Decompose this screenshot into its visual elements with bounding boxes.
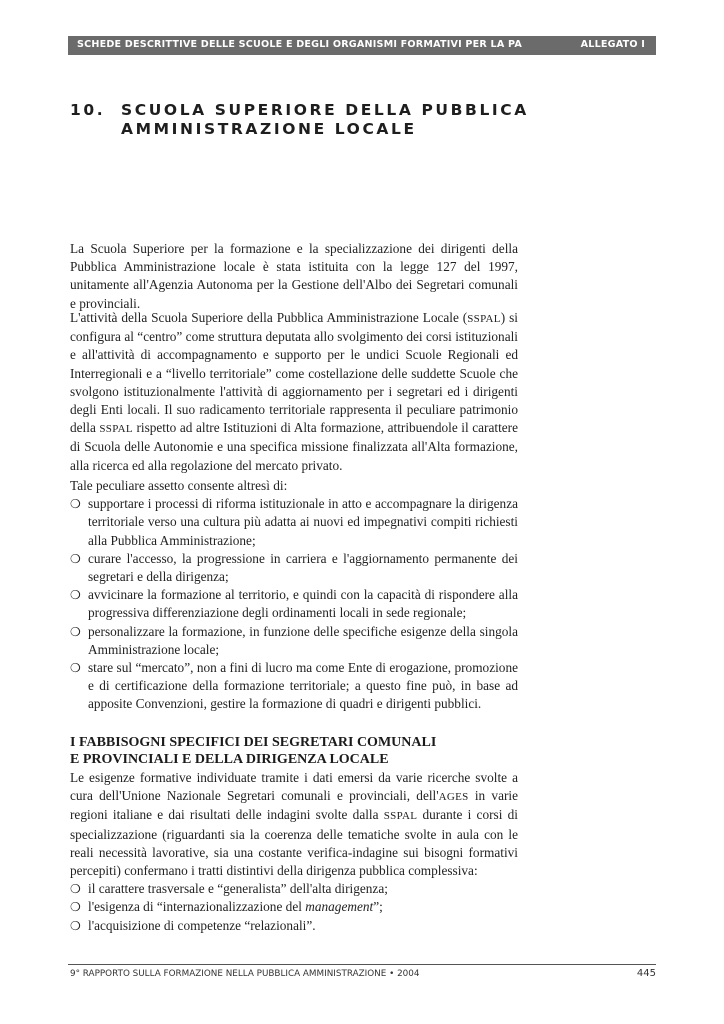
- list-item: [70, 495, 518, 550]
- sspal-acronym: SSPAL: [467, 313, 501, 325]
- list-item-text: stare sul “mercato”, non a fini di lucro ma come Ente di erogazione, promozione e di certificazione della formazione territoriale; a questo fine può, in base ad apposite Convenzioni, gestire la formazione di quadri e dirigenti pubblici.: [88, 660, 518, 712]
- circle-bullet-icon: ❍: [70, 551, 81, 566]
- running-header: [68, 36, 656, 55]
- management-term: management: [305, 899, 374, 915]
- sspal-acronym: SSPAL: [99, 423, 133, 436]
- circle-bullet-icon: ❍: [70, 497, 81, 512]
- paragraph-text: in varie regioni italiane e dai risultati delle indagini svolte dalla: [70, 788, 518, 823]
- section-heading-line-1: I FABBISOGNI SPECIFICI DEI SEGRETARI COMUNALI: [70, 735, 437, 750]
- circle-bullet-icon: ❍: [70, 918, 81, 933]
- paragraph-text: ) si configura al “centro” come struttura deputata allo svolgimento dei corsi istituzionali e all'attività di accompagnamento e supporto per le undici Scuole Regionali ed Interregionali e a “livello territoriale” come costellazione delle suddette Scuole che svolgono istituzionalmente l'attività di aggiornamento per i segretari ed i dirigenti degli Enti locali. Il suo radicamento territoriale rappresenta il peculiare patrimonio della: [70, 310, 518, 436]
- list-item: [70, 880, 518, 898]
- running-header-annex: ALLEGATO I: [580, 39, 645, 50]
- sspal-acronym: SSPAL: [383, 810, 418, 823]
- circle-bullet-icon: ❍: [70, 661, 81, 676]
- sspal-activity-paragraph: [70, 309, 518, 475]
- circle-bullet-icon: ❍: [70, 900, 81, 915]
- ages-acronym: AGES: [438, 791, 469, 804]
- page-number: 445: [636, 968, 656, 979]
- paragraph-text: Le esigenze formative individuate tramite i dati emersi da varie ricerche svolte a cura dell'Unione Nazionale Segretari comunali e provinciali, dell': [70, 770, 518, 804]
- list-item-text: ”;: [373, 899, 383, 915]
- chapter-title-line-2: AMMINISTRAZIONE LOCALE: [121, 120, 417, 138]
- list-item: [70, 550, 518, 586]
- section-heading: [70, 734, 510, 768]
- needs-paragraph: [70, 769, 518, 880]
- list-item: [70, 659, 518, 714]
- chapter-title-line-1: SCUOLA SUPERIORE DELLA PUBBLICA: [121, 101, 529, 119]
- list-item: [70, 586, 518, 622]
- needs-block: [70, 769, 518, 935]
- list-item-text: l'esigenza di “internazionalizzazione del: [88, 899, 306, 915]
- footer-divider: [68, 964, 656, 965]
- list-item-text: l'acquisizione di competenze “relazionali”.: [88, 917, 316, 933]
- capabilities-list: [70, 495, 518, 713]
- list-item: [70, 917, 518, 935]
- paragraph-text: L'attività della Scuola Superiore della Pubblica Amministrazione Locale (: [70, 310, 468, 325]
- list-item: [70, 623, 518, 659]
- needs-list: [70, 880, 518, 935]
- circle-bullet-icon: ❍: [70, 624, 81, 639]
- list-item-text: curare l'accesso, la progressione in carriera e l'aggiornamento permanente dei segretari e della dirigenza;: [88, 550, 518, 585]
- capabilities-intro: Tale peculiare assetto consente altresì di:: [70, 478, 288, 493]
- list-item-text: supportare i processi di riforma istituzionale in atto e accompagnare la dirigenza territoriale verso una cultura più adatta ai nuovi ed impegnativi compiti richiesti alla Pubblica Amministrazione;: [88, 496, 518, 548]
- running-header-title: SCHEDE DESCRITTIVE DELLE SCUOLE E DEGLI ORGANISMI FORMATIVI PER LA PA: [77, 39, 523, 50]
- intro-paragraph: La Scuola Superiore per la formazione e la specializzazione dei dirigenti della Pubblica Amministrazione locale è stata istituita con la legge 127 del 1997, unitamente all'Agenzia Autonoma per la Gestione dell'Albo dei Segretari comunali e provinciali.: [70, 241, 518, 311]
- list-item-text: il carattere trasversale e “generalista” dell'alta dirigenza;: [88, 881, 388, 897]
- list-item: [70, 898, 518, 916]
- footer-report-title: 9° RAPPORTO SULLA FORMAZIONE NELLA PUBBLICA AMMINISTRAZIONE • 2004: [70, 969, 420, 979]
- list-item-text: personalizzare la formazione, in funzione delle specifiche esigenze della singola Amministrazione locale;: [88, 623, 518, 657]
- chapter-title-text: [121, 101, 529, 139]
- chapter-number: 10.: [70, 101, 106, 119]
- capabilities-block: [70, 477, 518, 714]
- section-heading-line-2: E PROVINCIALI E DELLA DIRIGENZA LOCALE: [70, 752, 389, 767]
- circle-bullet-icon: ❍: [70, 882, 81, 897]
- paragraph-text: rispetto ad altre Istituzioni di Alta formazione, attribuendole il carattere di Scuola delle Autonomie e una specifica missione finalizzata all'Alta formazione, alla ricerca ed alla regolazione del mercato privato.: [70, 420, 518, 473]
- paragraph-text: durante i corsi di specializzazione (riguardanti sia la coerenza delle tematiche svolte in aula con le reali necessità lavorative, sia una costante verifica-indagine sui bisogni formativi percepiti) confermano i tratti distintivi della dirigenza pubblica complessiva:: [70, 807, 518, 879]
- list-item-text: avvicinare la formazione al territorio, e quindi con la capacità di rispondere alla progressiva differenziazione degli ordinamenti locali in sede regionale;: [88, 587, 518, 621]
- circle-bullet-icon: ❍: [70, 588, 81, 603]
